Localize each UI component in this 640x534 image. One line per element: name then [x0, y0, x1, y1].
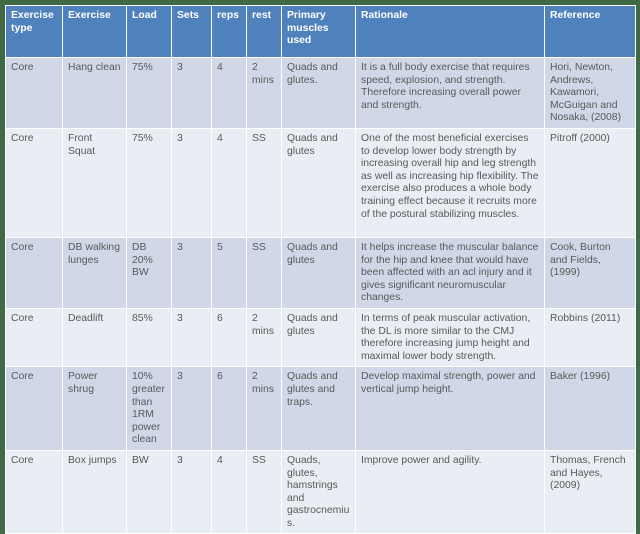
cell-reference: Robbins (2011): [545, 308, 636, 366]
cell-sets: 3: [172, 128, 212, 237]
cell-exercise: Power shrug: [63, 367, 127, 451]
cell-muscles: Quads and glutes: [282, 128, 356, 237]
header-exercise-type: Exercise type: [6, 6, 63, 58]
cell-rationale: It is a full body exercise that requires speed, explosion, and strength. Therefore increasing overall power and strength.: [356, 58, 545, 129]
cell-type: Core: [6, 308, 63, 366]
cell-rest: 2 mins: [247, 308, 282, 366]
cell-reps: 4: [212, 128, 247, 237]
cell-muscles: Quads and glutes: [282, 308, 356, 366]
header-rationale: Rationale: [356, 6, 545, 58]
cell-load: 85%: [127, 308, 172, 366]
header-exercise: Exercise: [63, 6, 127, 58]
table-row: [6, 237, 636, 308]
cell-exercise: Deadlift: [63, 308, 127, 366]
cell-reference: Baker (1996): [545, 367, 636, 451]
cell-type: Core: [6, 58, 63, 129]
header-row: [6, 6, 636, 58]
cell-load: 75%: [127, 128, 172, 237]
cell-muscles: Quads and glutes: [282, 237, 356, 308]
header-load: Load: [127, 6, 172, 58]
cell-muscles: Quads, glutes, hamstrings and gastrocnemius.: [282, 450, 356, 534]
exercise-program-table: [5, 5, 636, 534]
table-row: [6, 450, 636, 534]
cell-reference: Pitroff (2000): [545, 128, 636, 237]
cell-sets: 3: [172, 308, 212, 366]
table-row: [6, 367, 636, 451]
cell-rest: 2 mins: [247, 367, 282, 451]
cell-rationale: One of the most beneficial exercises to develop lower body strength by increasing overall hip and leg strength as well as increasing hip flexibility. The exercise also produces a whole body training effect because it recruits more of the postural stabilizing muscles.: [356, 128, 545, 237]
cell-load: 75%: [127, 58, 172, 129]
cell-rationale: Improve power and agility.: [356, 450, 545, 534]
cell-rationale: It helps increase the muscular balance for the hip and knee that would have been affected with an acl injury and it gives significant neuromuscular changes.: [356, 237, 545, 308]
cell-rationale: In terms of peak muscular activation, the DL is more similar to the CMJ therefore increasing jump height and maximal lower body strength.: [356, 308, 545, 366]
cell-reps: 6: [212, 367, 247, 451]
header-reps: reps: [212, 6, 247, 58]
cell-load: BW: [127, 450, 172, 534]
cell-sets: 3: [172, 237, 212, 308]
header-primary-muscles: Primary muscles used: [282, 6, 356, 58]
cell-type: Core: [6, 128, 63, 237]
cell-reference: Cook, Burton and Fields, (1999): [545, 237, 636, 308]
header-reference: Reference: [545, 6, 636, 58]
header-sets: Sets: [172, 6, 212, 58]
cell-rationale: Develop maximal strength, power and vertical jump height.: [356, 367, 545, 451]
cell-rest: SS: [247, 237, 282, 308]
cell-exercise: Front Squat: [63, 128, 127, 237]
cell-sets: 3: [172, 367, 212, 451]
exercise-program-table-container: [5, 5, 635, 529]
cell-rest: SS: [247, 450, 282, 534]
cell-reference: Hori, Newton, Andrews, Kawamori, McGuigan and Nosaka, (2008): [545, 58, 636, 129]
cell-type: Core: [6, 237, 63, 308]
cell-sets: 3: [172, 450, 212, 534]
cell-muscles: Quads and glutes and traps.: [282, 367, 356, 451]
cell-type: Core: [6, 367, 63, 451]
cell-rest: SS: [247, 128, 282, 237]
cell-reference: Thomas, French and Hayes, (2009): [545, 450, 636, 534]
table-row: [6, 58, 636, 129]
cell-reps: 4: [212, 450, 247, 534]
cell-muscles: Quads and glutes.: [282, 58, 356, 129]
cell-exercise: Box jumps: [63, 450, 127, 534]
header-rest: rest: [247, 6, 282, 58]
cell-load: DB 20% BW: [127, 237, 172, 308]
cell-reps: 4: [212, 58, 247, 129]
cell-rest: 2 mins: [247, 58, 282, 129]
cell-load: 10% greater than 1RM power clean: [127, 367, 172, 451]
table-row: [6, 128, 636, 237]
cell-reps: 5: [212, 237, 247, 308]
cell-type: Core: [6, 450, 63, 534]
cell-exercise: Hang clean: [63, 58, 127, 129]
table-row: [6, 308, 636, 366]
cell-sets: 3: [172, 58, 212, 129]
cell-reps: 6: [212, 308, 247, 366]
cell-exercise: DB walking lunges: [63, 237, 127, 308]
